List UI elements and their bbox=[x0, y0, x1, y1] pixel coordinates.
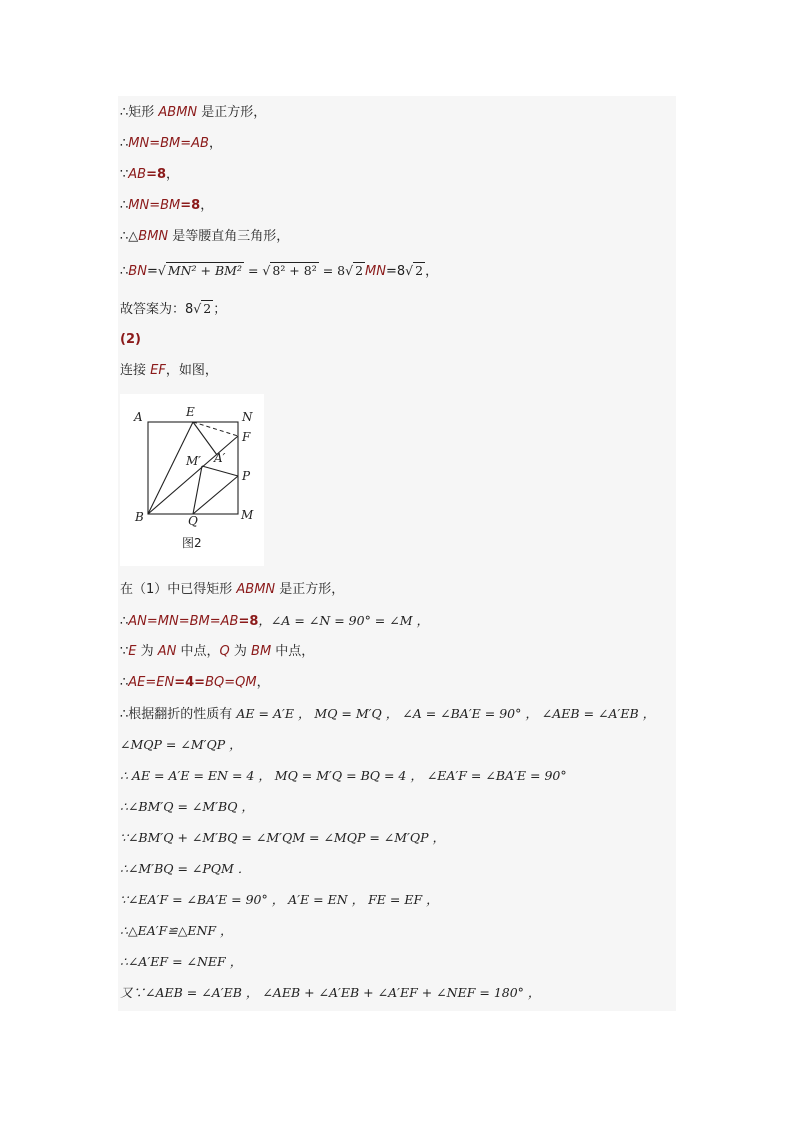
text-line-7 bbox=[120, 294, 226, 324]
text: =8 bbox=[385, 264, 406, 279]
text: ∵ bbox=[120, 167, 129, 182]
text-line-6 bbox=[120, 256, 438, 286]
highlight-term: AB bbox=[128, 167, 147, 182]
math-text: ∴ AE = A′E = EN = 4 ， MQ = M′Q = BQ = 4 ， ∠EA′F = ∠BA′E = 90° bbox=[120, 768, 567, 783]
text: 中点， bbox=[271, 644, 315, 659]
text: 是正方形， bbox=[275, 582, 345, 597]
math-text: ∵∠BM′Q + ∠M′BQ = ∠M′QM = ∠MQP = ∠M′QP ， bbox=[120, 830, 446, 845]
text-line-22 bbox=[120, 947, 242, 977]
square-abmn bbox=[148, 422, 238, 514]
label-m-prime: M′ bbox=[186, 454, 202, 468]
text: ， bbox=[166, 167, 180, 182]
text-line-4 bbox=[120, 191, 213, 221]
text-line-23 bbox=[120, 978, 540, 1008]
highlight-term: ABMN bbox=[158, 105, 198, 120]
sqrt-radicand: 8² + 8² bbox=[272, 263, 317, 278]
highlight-term: MN=BM=AB bbox=[128, 136, 209, 151]
text: ， bbox=[200, 198, 214, 213]
highlight-term: EF bbox=[150, 363, 166, 378]
text-line-5 bbox=[120, 222, 289, 252]
label-e: E bbox=[186, 405, 195, 419]
text: ∴ bbox=[120, 136, 129, 151]
text: 为 bbox=[229, 644, 252, 659]
text: ∴根据翻折的性质有 bbox=[120, 707, 237, 722]
highlight-term: AN bbox=[157, 644, 177, 659]
text-line-1 bbox=[120, 98, 266, 128]
text: ； bbox=[213, 302, 227, 317]
text: ∵ bbox=[120, 644, 129, 659]
part-label: (2) bbox=[120, 332, 141, 347]
highlight-term: Q bbox=[219, 644, 230, 659]
text: ， bbox=[208, 136, 222, 151]
math-text: ∴∠A′EF = ∠NEF ， bbox=[120, 954, 243, 969]
text: 为 bbox=[136, 644, 158, 659]
text: ∴ bbox=[120, 198, 129, 213]
sqrt-symbol: √ bbox=[345, 263, 354, 278]
text-line-13 bbox=[120, 668, 270, 698]
sqrt-radicand: 2 bbox=[415, 263, 424, 278]
figure-caption: 图2 bbox=[182, 536, 202, 550]
text-line-21 bbox=[120, 916, 233, 946]
text-line-18 bbox=[120, 823, 445, 853]
sqrt-radicand: 2 bbox=[355, 263, 364, 278]
document-sheet bbox=[118, 96, 676, 1011]
highlight-term: BM bbox=[251, 644, 272, 659]
segment-m1p bbox=[202, 466, 238, 476]
text: 是正方形， bbox=[197, 105, 267, 120]
highlight-term: AE=EN bbox=[128, 675, 175, 690]
geometry-figure bbox=[120, 394, 264, 566]
text: ， bbox=[256, 675, 270, 690]
text: ∴ bbox=[120, 264, 129, 279]
highlight-term: E bbox=[128, 644, 137, 659]
highlight-term: BN bbox=[128, 264, 147, 279]
segment-be bbox=[148, 422, 193, 514]
label-f: F bbox=[242, 430, 251, 444]
text: 中点， bbox=[176, 644, 220, 659]
label-b: B bbox=[135, 510, 144, 524]
sqrt-symbol: √ bbox=[193, 301, 202, 316]
math-text: AE = A′E ， MQ = M′Q ， ∠A = ∠BA′E = 90° ， ∠AEB = ∠A′EB ， bbox=[236, 706, 656, 721]
math-text: = 8 bbox=[318, 263, 346, 278]
math-text: ，∠A = ∠N = 90° = ∠M ， bbox=[258, 613, 429, 628]
text: ∴ bbox=[120, 675, 129, 690]
math-text: ∠MQP = ∠M′QP ， bbox=[120, 737, 242, 752]
math-text: ∴∠BM′Q = ∠M′BQ ， bbox=[120, 799, 254, 814]
label-m: M bbox=[241, 508, 254, 522]
text: = bbox=[146, 264, 158, 279]
segment-bf bbox=[148, 436, 238, 514]
text: ， bbox=[425, 264, 439, 279]
bold-value: =4= bbox=[174, 675, 206, 690]
text: ∴△ bbox=[120, 229, 139, 244]
text: 连接 bbox=[120, 363, 151, 378]
highlight-term: BQ=QM bbox=[205, 675, 257, 690]
highlight-term: ABMN bbox=[236, 582, 276, 597]
bold-value: =8 bbox=[238, 614, 259, 629]
text-line-19 bbox=[120, 854, 250, 884]
label-q: Q bbox=[188, 514, 198, 528]
text-line-11 bbox=[120, 606, 429, 636]
text-line-2 bbox=[120, 129, 222, 159]
text-line-14 bbox=[120, 699, 655, 729]
text: ∴ bbox=[120, 614, 129, 629]
text-line-10 bbox=[120, 575, 344, 605]
highlight-term: MN bbox=[365, 264, 386, 279]
segment-ef-dashed bbox=[193, 422, 238, 436]
text-line-20 bbox=[120, 885, 439, 915]
text-line-9 bbox=[120, 356, 218, 386]
math-text: ∴∠M′BQ = ∠PQM ． bbox=[120, 861, 251, 876]
text-line-3 bbox=[120, 160, 179, 190]
text: 故答案为：8 bbox=[120, 302, 194, 317]
text-line-17 bbox=[120, 792, 254, 822]
highlight-term: AN=MN=BM=AB bbox=[128, 614, 239, 629]
label-a: A bbox=[134, 410, 143, 424]
label-n: N bbox=[242, 410, 253, 424]
text: ，如图， bbox=[165, 363, 218, 378]
text-line-8 bbox=[120, 325, 141, 355]
sqrt-symbol: √ bbox=[157, 263, 166, 278]
text-line-15 bbox=[120, 730, 242, 760]
highlight-term: BMN bbox=[138, 229, 169, 244]
segment-qp bbox=[193, 476, 238, 514]
label-p: P bbox=[242, 469, 251, 483]
sqrt-radicand: MN² + BM² bbox=[167, 263, 242, 278]
math-text: ∵∠EA′F = ∠BA′E = 90° ， A′E = EN ， FE = EF ， bbox=[120, 892, 439, 907]
sqrt-symbol: √ bbox=[405, 263, 414, 278]
text: 是等腰直角三角形， bbox=[168, 229, 290, 244]
math-text: = bbox=[243, 263, 263, 278]
label-a-prime: A′ bbox=[214, 451, 226, 465]
math-text: 又∵∠AEB = ∠A′EB ， ∠AEB + ∠A′EB + ∠A′EF + ∠NEF = 180° ， bbox=[120, 985, 541, 1000]
math-text: ∴△EA′F≌△ENF ， bbox=[120, 923, 233, 938]
sqrt-radicand: 2 bbox=[203, 301, 212, 316]
text: ∴矩形 bbox=[120, 105, 159, 120]
bold-value: =8 bbox=[146, 167, 167, 182]
highlight-term: MN=BM bbox=[128, 198, 181, 213]
text-line-16 bbox=[120, 761, 567, 791]
sqrt-symbol: √ bbox=[262, 263, 271, 278]
text-line-12 bbox=[120, 637, 314, 667]
text: 在（1）中已得矩形 bbox=[120, 582, 237, 597]
bold-value: =8 bbox=[180, 198, 201, 213]
square-folding-diagram bbox=[120, 394, 264, 566]
